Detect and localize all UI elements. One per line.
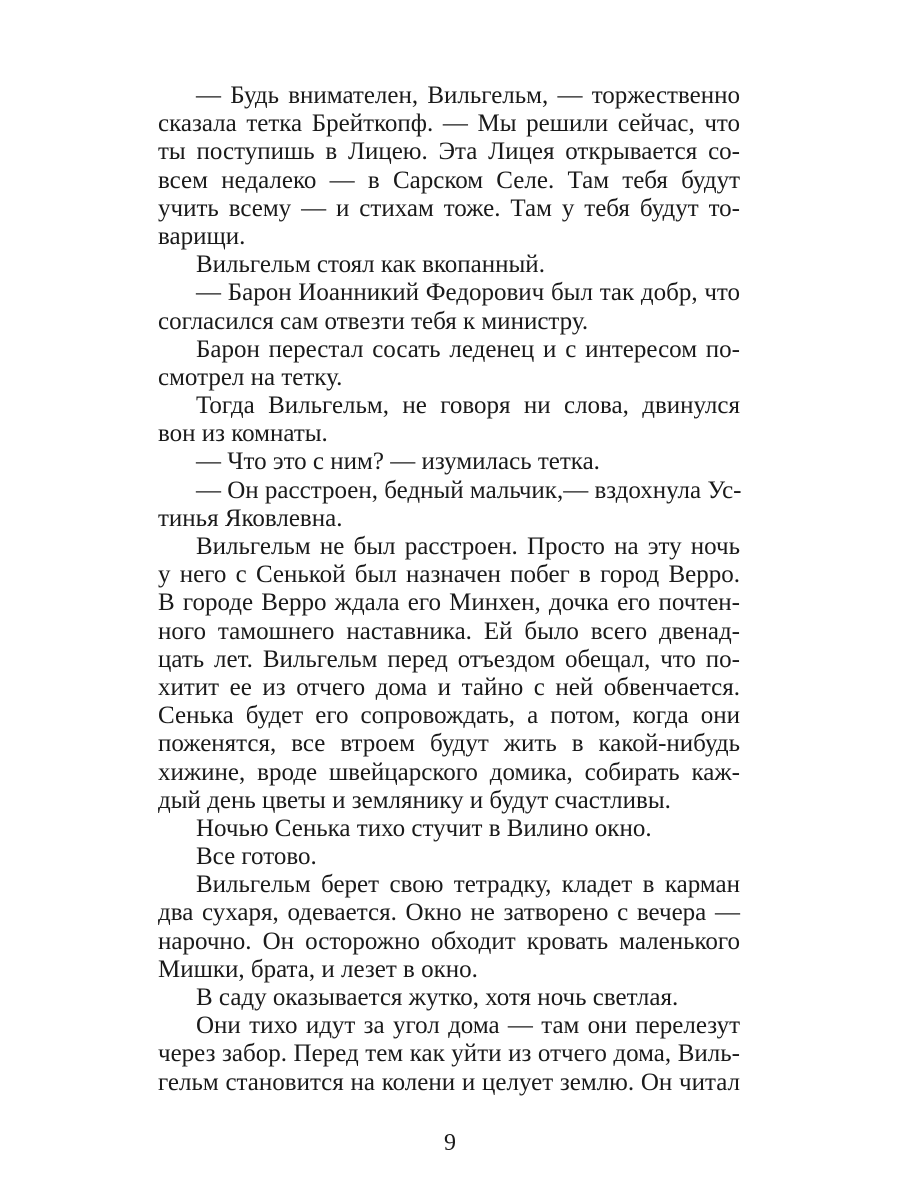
text-line: два сухаря, одевается. Окно не затворено с вечера — bbox=[158, 899, 740, 927]
text-line: тинья Яковлевна. bbox=[158, 504, 343, 532]
text-line: цать лет. Вильгельм перед отъездом обещал, что по- bbox=[158, 645, 740, 673]
text-line: Сенька будет его сопровождать, а потом, когда они bbox=[158, 702, 740, 730]
text-line: Вильгельм не был расстроен. Просто на эту ночь bbox=[196, 533, 740, 560]
text-line: учить всему — и стихам тоже. Там у тебя будут то- bbox=[158, 194, 740, 222]
text-line: — Он расстроен, бедный мальчик,— вздохнула Ус- bbox=[196, 476, 742, 504]
text-line: нарочно. Он осторожно обходит кровать маленького bbox=[158, 927, 740, 955]
text-line: сказала тетка Брейткопф. — Мы решили сейчас, что bbox=[158, 110, 740, 138]
text-line: у него с Сенькой был назначен побег в город Верро. bbox=[158, 561, 740, 589]
page-number: 9 bbox=[444, 1130, 456, 1156]
text-line: через забор. Перед тем как уйти из отчего дома, Виль- bbox=[158, 1040, 740, 1068]
text-line: Барон перестал сосать леденец и с интересом по- bbox=[196, 335, 740, 363]
text-line: Ночью Сенька тихо стучит в Вилино окно. bbox=[196, 814, 652, 842]
text-line: ного тамошнего наставника. Ей было всего двенад- bbox=[158, 617, 740, 645]
text-line: варищи. bbox=[158, 222, 246, 250]
body-text bbox=[158, 82, 740, 1097]
text-line: Мишки, брата, и лезет в окно. bbox=[158, 955, 478, 983]
text-line: Все готово. bbox=[196, 843, 317, 871]
text-line: В городе Верро ждала его Минхен, дочка его почтен- bbox=[158, 589, 740, 617]
text-line: — Что это с ним? — изумилась тетка. bbox=[196, 448, 600, 476]
text-line: Вильгельм берет свою тетрадку, кладет в карман bbox=[196, 871, 740, 899]
text-line: смотрел на тетку. bbox=[158, 363, 343, 391]
text-line: гельм становится на колени и целует землю. Он читал bbox=[158, 1068, 740, 1096]
text-line: Тогда Вильгельм, не говоря ни слова, двинулся bbox=[196, 392, 740, 420]
text-line: хитит ее из отчего дома и тайно с ней обвенчается. bbox=[158, 673, 740, 701]
text-line: Они тихо идут за угол дома — там они перелезут bbox=[196, 1012, 740, 1040]
text-line: — Барон Иоанникий Федорович был так добр, что bbox=[196, 279, 740, 307]
text-line: хижине, вроде швейцарского домика, собирать каж- bbox=[158, 758, 740, 786]
text-line: поженятся, все втроем будут жить в какой-нибудь bbox=[158, 730, 740, 758]
text-line: дый день цветы и землянику и будут счастливы. bbox=[158, 786, 671, 814]
text-line: ты поступишь в Лицею. Эта Лицея открывается со- bbox=[158, 138, 740, 166]
text-line: всем недалеко — в Сарском Селе. Там тебя будут bbox=[158, 166, 740, 194]
text-line: Вильгельм стоял как вкопанный. bbox=[196, 251, 545, 279]
text-line: — Будь внимателен, Вильгельм, — торжественно bbox=[196, 82, 740, 109]
text-line: согласился сам отвезти тебя к министру. bbox=[158, 307, 589, 335]
text-line: В саду оказывается жутко, хотя ночь светлая. bbox=[196, 984, 679, 1011]
text-line: вон из комнаты. bbox=[158, 420, 328, 448]
